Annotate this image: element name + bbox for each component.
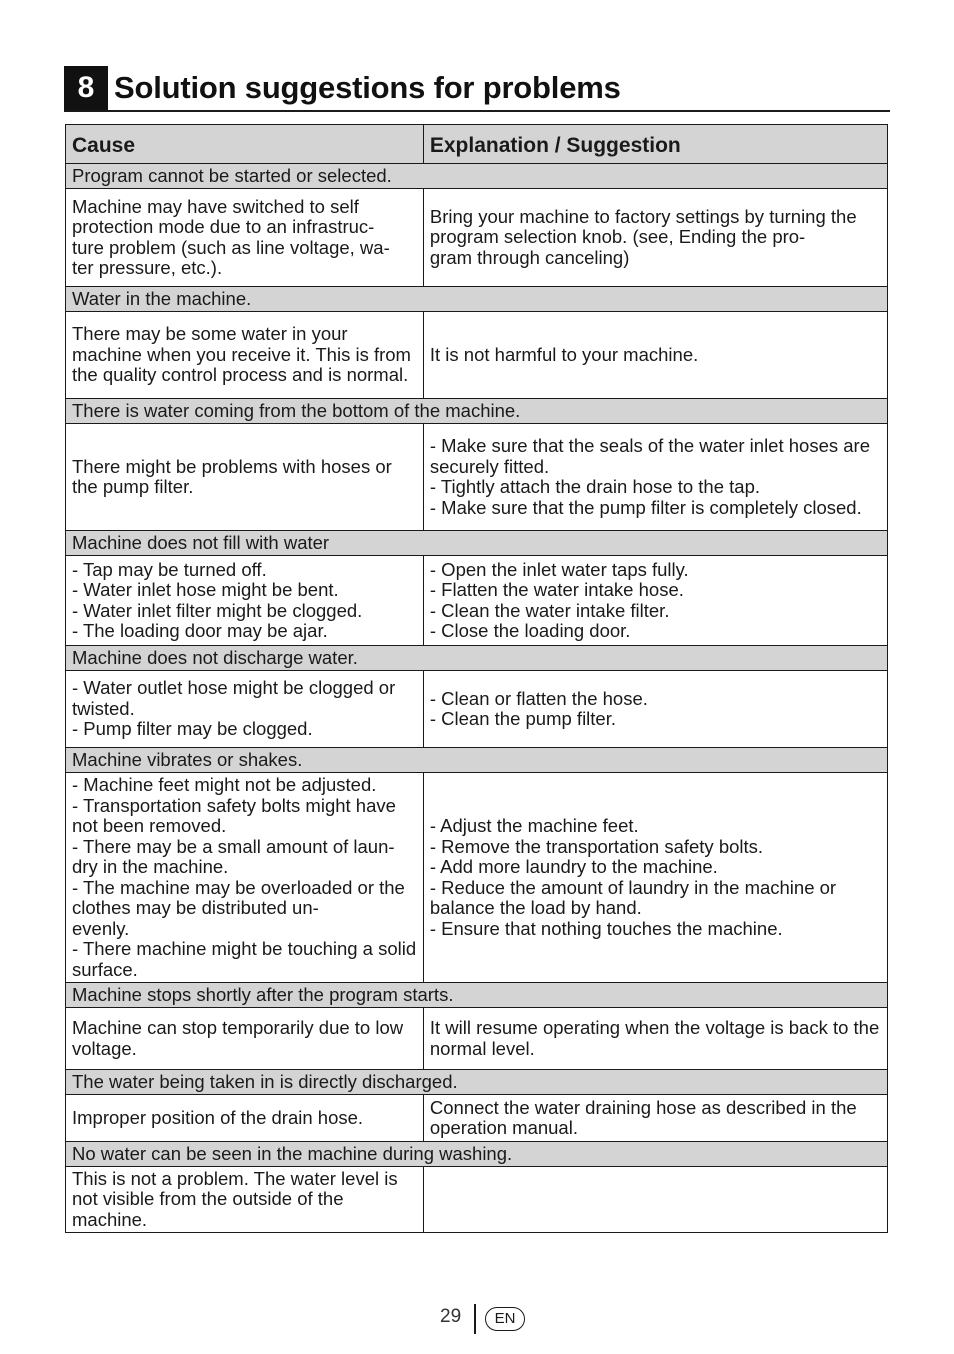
cause-cell: Improper position of the drain hose.	[66, 1095, 424, 1142]
suggestion-cell: - Adjust the machine feet. - Remove the transportation safety bolts. - Add more laundry to the machine. - Reduce the amount of laundry in the machine or balance the load by hand. - Ensure that nothing touches the machine.	[423, 773, 887, 983]
section-heading	[64, 64, 890, 112]
solution-row	[66, 773, 888, 983]
problem-row	[66, 646, 888, 671]
problem-row	[66, 1142, 888, 1167]
suggestion-cell: - Make sure that the seals of the water inlet hoses are securely fitted. - Tightly attach the drain hose to the tap. - Make sure that the pump filter is completely closed.	[423, 424, 887, 531]
troubleshooting-table	[65, 124, 888, 1233]
page-number: 29	[440, 1306, 462, 1327]
solution-row	[66, 1167, 888, 1233]
solution-row	[66, 671, 888, 748]
cause-cell: - Water outlet hose might be clogged or twisted. - Pump filter may be clogged.	[66, 671, 424, 748]
cause-cell: There might be problems with hoses or the pump filter.	[66, 424, 424, 531]
problem-title: The water being taken in is directly discharged.	[66, 1070, 888, 1095]
problem-row	[66, 399, 888, 424]
language-badge: EN	[485, 1307, 525, 1331]
problem-row	[66, 164, 888, 189]
problem-title: Machine does not fill with water	[66, 531, 888, 556]
problem-title: Program cannot be started or selected.	[66, 164, 888, 189]
cause-cell: - Tap may be turned off. - Water inlet hose might be bent. - Water inlet filter might be clogged. - The loading door may be ajar.	[66, 556, 424, 646]
cause-cell: Machine can stop temporarily due to low voltage.	[66, 1008, 424, 1070]
problem-title: There is water coming from the bottom of the machine.	[66, 399, 888, 424]
suggestion-cell: It will resume operating when the voltage is back to the normal level.	[423, 1008, 887, 1070]
problem-title: Machine does not discharge water.	[66, 646, 888, 671]
problem-row	[66, 287, 888, 312]
solution-row	[66, 1095, 888, 1142]
problem-title: Machine vibrates or shakes.	[66, 748, 888, 773]
problem-row	[66, 748, 888, 773]
footer-divider	[474, 1304, 476, 1334]
problem-title: No water can be seen in the machine during washing.	[66, 1142, 888, 1167]
suggestion-cell: It is not harmful to your machine.	[423, 312, 887, 399]
table-header-row	[66, 125, 888, 164]
problem-title: Water in the machine.	[66, 287, 888, 312]
suggestion-cell: Bring your machine to factory settings by turning the program selection knob. (see, Ending the pro- gram through canceling)	[423, 189, 887, 287]
column-header-explanation: Explanation / Suggestion	[423, 125, 887, 164]
cause-cell: Machine may have switched to self protection mode due to an infrastruc- ture problem (such as line voltage, wa- ter pressure, etc.).	[66, 189, 424, 287]
column-header-cause: Cause	[66, 125, 424, 164]
suggestion-cell: Connect the water draining hose as described in the operation manual.	[423, 1095, 887, 1142]
suggestion-cell: - Open the inlet water taps fully. - Flatten the water intake hose. - Clean the water intake filter. - Close the loading door.	[423, 556, 887, 646]
solution-row	[66, 424, 888, 531]
solution-row	[66, 1008, 888, 1070]
problem-row	[66, 1070, 888, 1095]
problem-row	[66, 983, 888, 1008]
suggestion-cell	[423, 1167, 887, 1233]
solution-row	[66, 189, 888, 287]
cause-cell: This is not a problem. The water level is not visible from the outside of the machine.	[66, 1167, 424, 1233]
problem-title: Machine stops shortly after the program starts.	[66, 983, 888, 1008]
suggestion-cell: - Clean or flatten the hose. - Clean the pump filter.	[423, 671, 887, 748]
page-title: Solution suggestions for problems	[114, 70, 621, 105]
cause-cell: There may be some water in your machine when you receive it. This is from the quality control process and is normal.	[66, 312, 424, 399]
section-number-badge: 8	[64, 66, 108, 110]
solution-row	[66, 312, 888, 399]
solution-row	[66, 556, 888, 646]
problem-row	[66, 531, 888, 556]
cause-cell: - Machine feet might not be adjusted. - Transportation safety bolts might have not been removed. - There may be a small amount of laun- dry in the machine. - The machine may be overloaded or the clothes may be distributed un- evenly. - There machine might be touching a solid surface.	[66, 773, 424, 983]
